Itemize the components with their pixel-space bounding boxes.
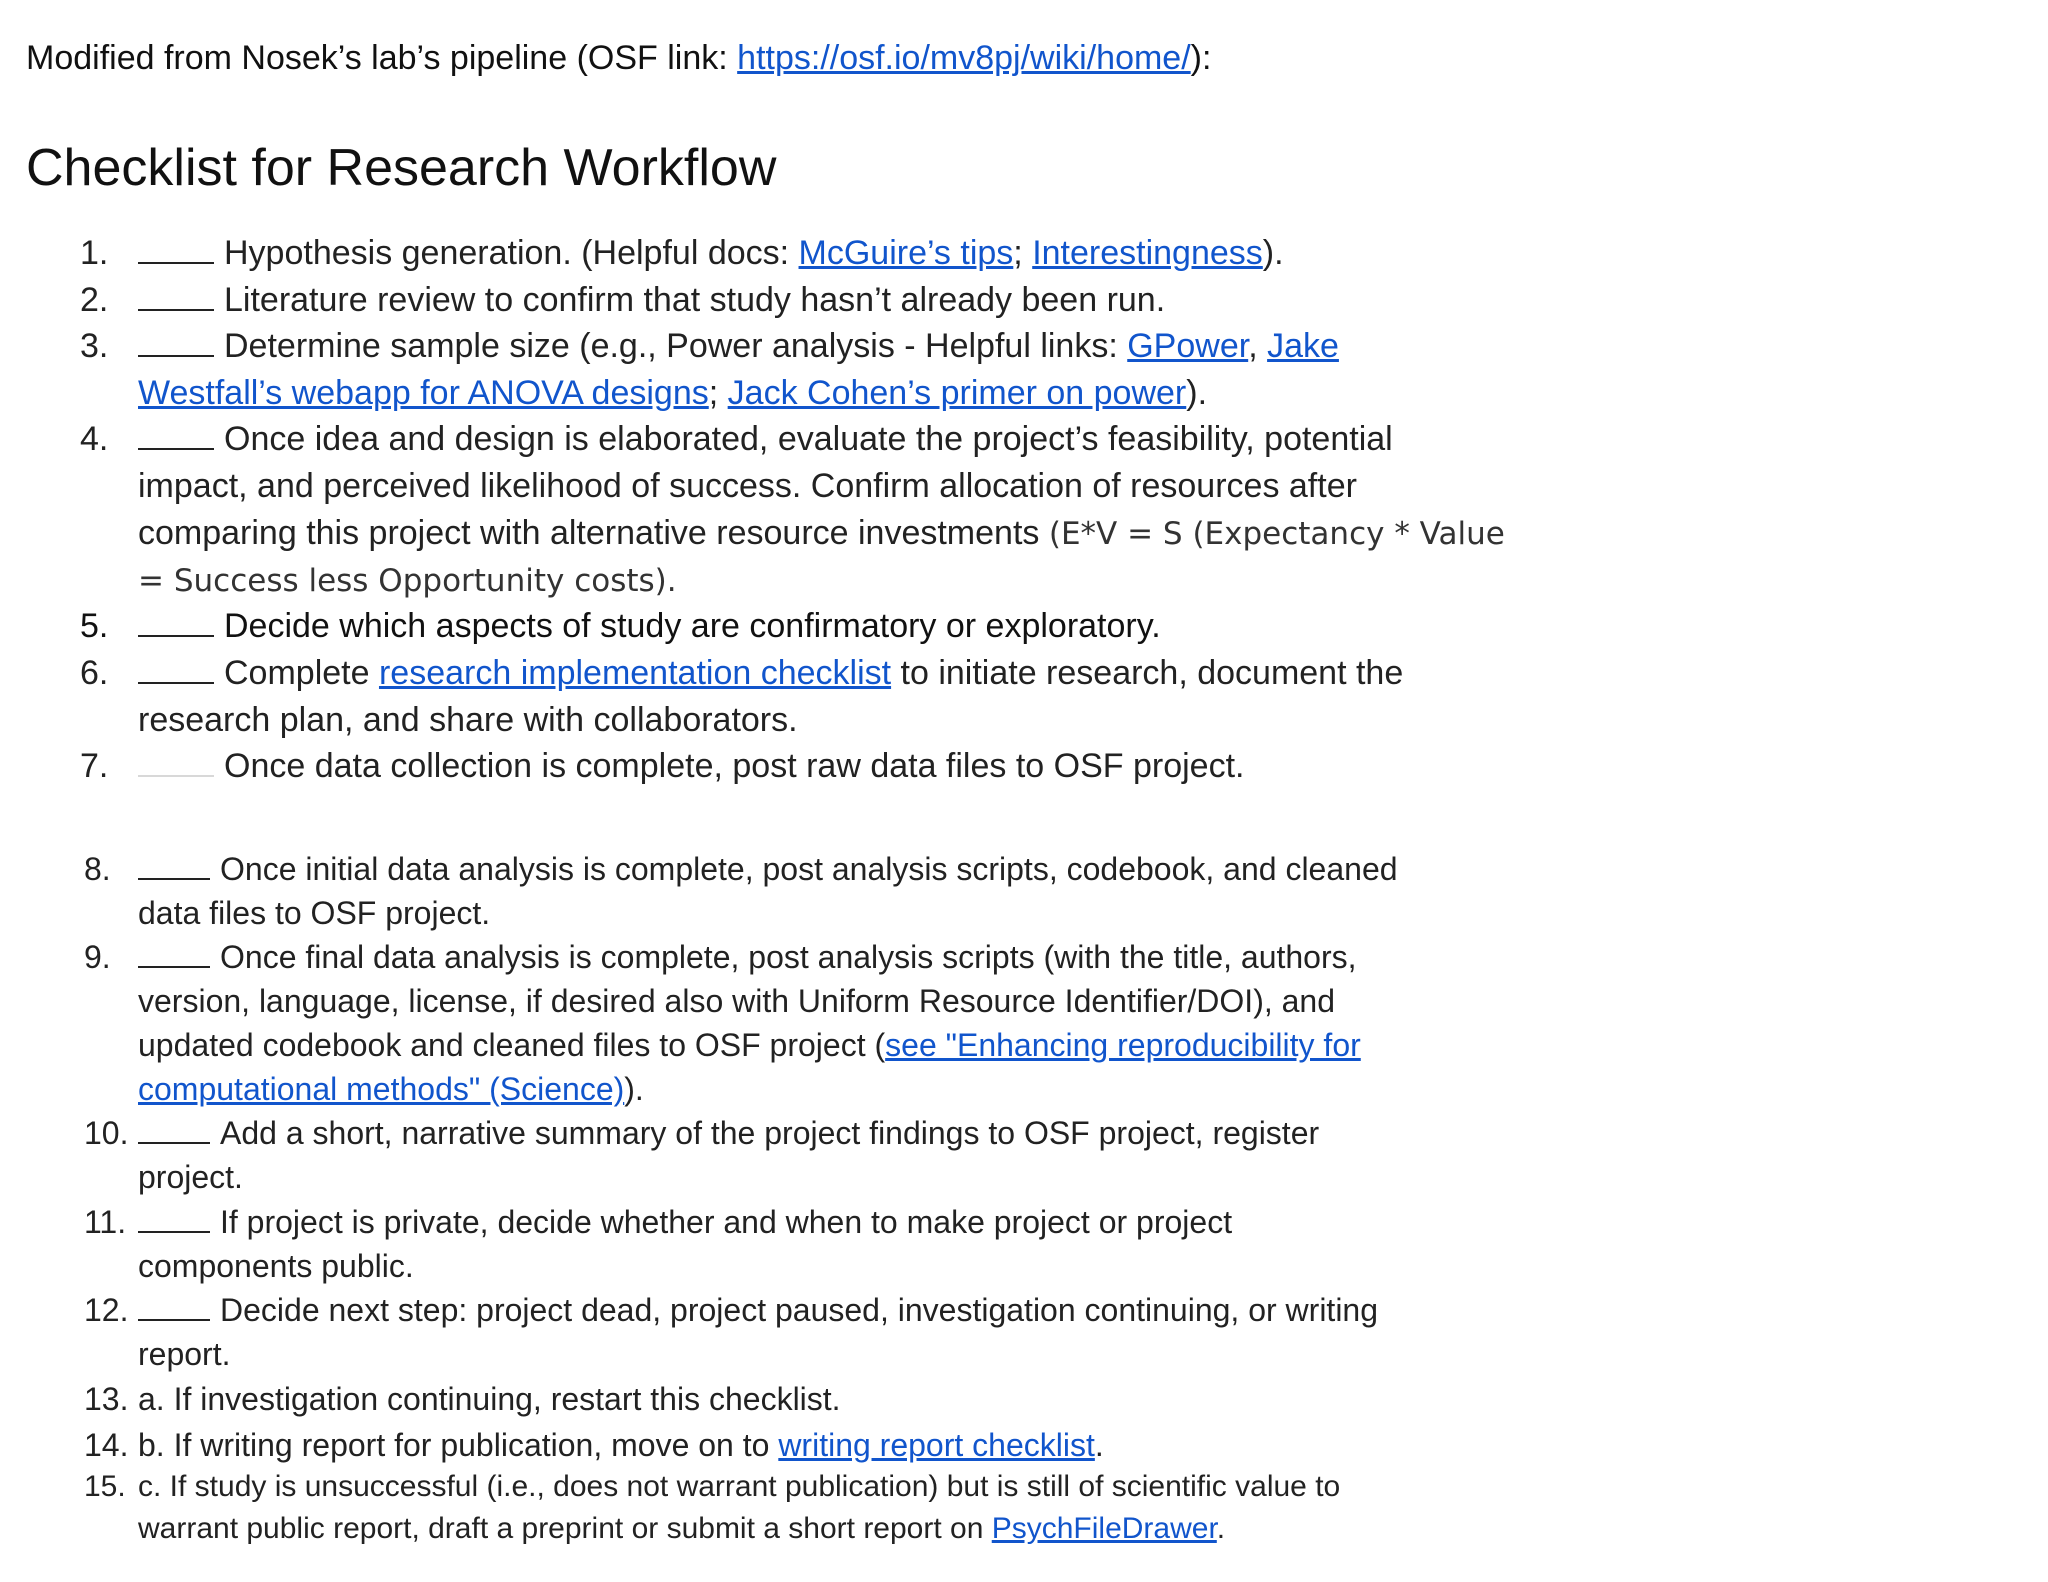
item-number: 15. <box>84 1470 126 1503</box>
item-text: Complete <box>224 654 379 692</box>
item-text: data files to OSF project. <box>138 895 491 931</box>
item-number: 5. <box>80 607 109 645</box>
checkbox-blank[interactable] <box>138 279 214 311</box>
checkbox-blank[interactable] <box>138 232 214 264</box>
item-text: Hypothesis generation. (Helpful docs: <box>224 234 799 272</box>
item-text: impact, and perceived likelihood of success. Confirm allocation of resources after <box>138 467 1357 505</box>
item-text: If project is private, decide whether and when to make project or project <box>220 1204 1233 1240</box>
item-text: ; <box>708 374 728 412</box>
item-number: 2. <box>80 281 109 319</box>
item-text: a. If investigation continuing, restart this checklist. <box>138 1381 841 1417</box>
enhancing-reproducibility-link[interactable]: see "Enhancing reproducibility for <box>885 1027 1361 1063</box>
item-text: c. If study is unsuccessful (i.e., does not warrant publication) but is still of scientific value to <box>138 1470 1341 1503</box>
formula-text: (E*V = S (Expectancy * Value <box>1048 516 1505 552</box>
item-number: 6. <box>80 654 109 692</box>
item-text: Add a short, narrative summary of the project findings to OSF project, register <box>220 1115 1320 1151</box>
checkbox-blank[interactable] <box>138 745 214 777</box>
checkbox-blank[interactable] <box>138 325 214 357</box>
item-text: , <box>1248 327 1268 365</box>
item-text: Once final data analysis is complete, post analysis scripts (with the title, authors, <box>220 939 1357 975</box>
item-number: 1. <box>80 234 109 272</box>
intro-prefix: Modified from Nosek’s lab’s pipeline (OSF link: <box>26 39 738 77</box>
item-text: ). <box>1262 234 1284 272</box>
item-text: Once idea and design is elaborated, evaluate the project’s feasibility, potential <box>224 420 1393 458</box>
intro-line <box>26 36 1211 80</box>
research-implementation-checklist-link[interactable]: research implementation checklist <box>378 654 892 692</box>
mcguire-tips-link[interactable]: McGuire’s tips <box>798 234 1014 272</box>
item-number: 4. <box>80 420 109 458</box>
item-number: 12. <box>84 1292 129 1328</box>
item-number: 8. <box>84 851 111 887</box>
item-number: 9. <box>84 939 111 975</box>
cohen-primer-link[interactable]: Jack Cohen’s primer on power <box>727 374 1187 412</box>
item-text: project. <box>138 1159 243 1195</box>
westfall-webapp-link-cont[interactable]: Westfall’s webapp for ANOVA designs <box>138 374 709 412</box>
item-text: Decide next step: project dead, project paused, investigation continuing, or writing <box>220 1292 1379 1328</box>
item-number: 10. <box>84 1115 129 1151</box>
formula-text: = Success less Opportunity costs). <box>138 563 677 599</box>
item-text: . <box>1216 1512 1226 1545</box>
checkbox-blank[interactable] <box>138 936 210 968</box>
item-text: comparing this project with alternative resource investments <box>138 514 1049 552</box>
westfall-webapp-link[interactable]: Jake <box>1267 327 1339 365</box>
gpower-link[interactable]: GPower <box>1127 327 1249 365</box>
checkbox-blank[interactable] <box>138 1289 210 1321</box>
checkbox-blank[interactable] <box>138 848 210 880</box>
item-text: to initiate research, document the <box>891 654 1404 692</box>
interestingness-link[interactable]: Interestingness <box>1032 234 1263 272</box>
checkbox-blank[interactable] <box>138 1201 210 1233</box>
item-text: Once data collection is complete, post raw data files to OSF project. <box>224 747 1245 785</box>
item-text: ; <box>1013 234 1033 272</box>
item-text: Once initial data analysis is complete, post analysis scripts, codebook, and cleaned <box>220 851 1398 887</box>
item-text: Literature review to confirm that study hasn’t already been run. <box>224 281 1166 319</box>
item-text: components public. <box>138 1248 414 1284</box>
writing-report-checklist-link[interactable]: writing report checklist <box>778 1427 1095 1463</box>
item-text: . <box>1094 1427 1104 1463</box>
item-number: 7. <box>80 747 109 785</box>
checkbox-blank[interactable] <box>138 1112 210 1144</box>
checkbox-blank[interactable] <box>138 605 214 637</box>
item-number: 3. <box>80 327 109 365</box>
checkbox-blank[interactable] <box>138 418 214 450</box>
item-text: ). <box>624 1071 644 1107</box>
osf-wiki-link[interactable]: https://osf.io/mv8pj/wiki/home/ <box>737 39 1191 77</box>
item-number: 13. <box>84 1381 129 1417</box>
enhancing-reproducibility-link-cont[interactable]: computational methods" (Science) <box>138 1071 625 1107</box>
checkbox-blank[interactable] <box>138 652 214 684</box>
item-text: b. If writing report for publication, move on to <box>138 1427 779 1463</box>
psychfiledrawer-link[interactable]: PsychFileDrawer <box>991 1512 1217 1545</box>
item-text: ). <box>1186 374 1208 412</box>
item-text: version, language, license, if desired also with Uniform Resource Identifier/DOI), and <box>138 983 1336 1019</box>
item-text: updated codebook and cleaned files to OSF project ( <box>138 1027 886 1063</box>
item-text: Determine sample size (e.g., Power analysis - Helpful links: <box>224 327 1128 365</box>
item-text: research plan, and share with collaborators. <box>138 701 798 739</box>
item-text: Decide which aspects of study are confirmatory or exploratory. <box>224 607 1161 645</box>
checklist-title: Checklist for Research Workflow <box>26 139 777 197</box>
intro-suffix: ): <box>1190 39 1212 77</box>
item-number: 11. <box>84 1204 127 1240</box>
item-number: 14. <box>84 1427 129 1463</box>
item-text: report. <box>138 1336 231 1372</box>
item-text: warrant public report, draft a preprint or submit a short report on <box>138 1512 992 1545</box>
